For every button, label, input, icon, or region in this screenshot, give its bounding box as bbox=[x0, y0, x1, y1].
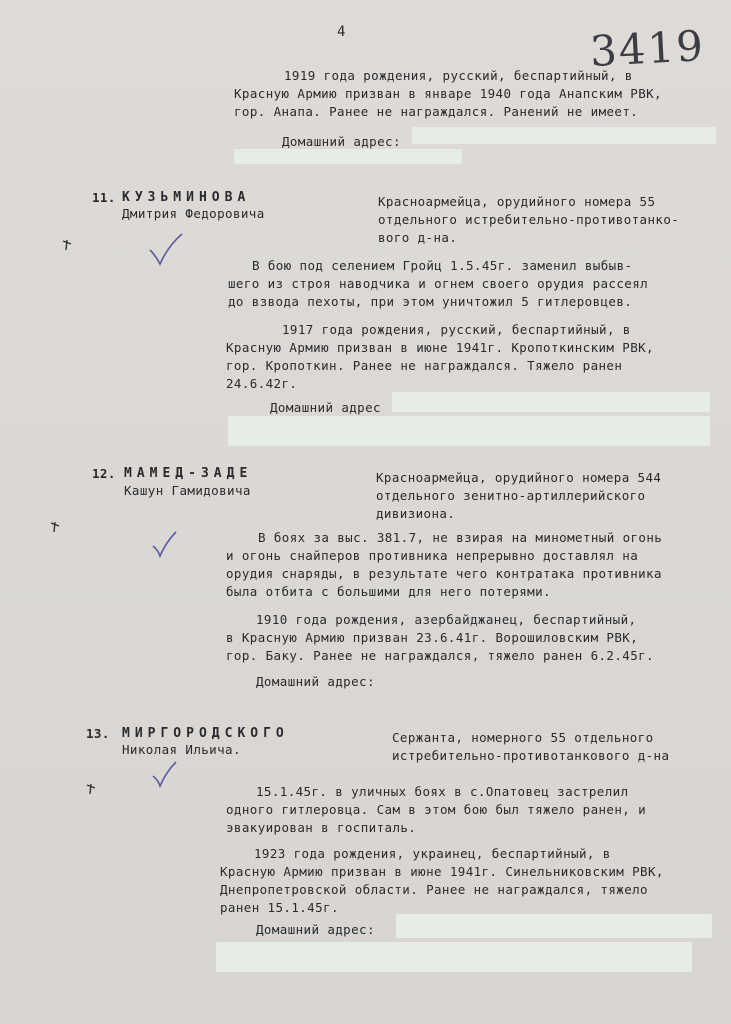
entry-feat-line-1: В боях за выс. 381.7, не взирая на минометный огонь bbox=[258, 530, 663, 545]
entry-surname: МИРГОРОДСКОГО bbox=[122, 726, 289, 741]
entry-address-label: Домашний адрес: bbox=[256, 674, 375, 689]
entry-bio-line-4: 24.6.42г. bbox=[226, 376, 298, 391]
entry-rank-line-2: истребительно-противотанкового д-на bbox=[392, 748, 670, 763]
archive-number: 3419 bbox=[588, 21, 707, 76]
entry-rank-line-3: вого д-на. bbox=[378, 230, 458, 245]
entry-feat-line-3: эвакуирован в госпиталь. bbox=[226, 820, 417, 835]
entry-bio-line-1: 1917 года рождения, русский, беспартийный, в bbox=[282, 322, 631, 337]
entry-surname: МАМЕД-ЗАДЕ bbox=[124, 466, 253, 481]
entry-surname: КУЗЬМИНОВА bbox=[122, 190, 251, 205]
entry-rank-line-1: Красноармейца, орудийного номера 544 bbox=[376, 470, 662, 485]
intro-line-1: 1919 года рождения, русский, беспартийный, в bbox=[284, 68, 633, 83]
entry-given-name: Дмитрия Федоровича bbox=[122, 206, 265, 221]
entry-bio-line-1: 1910 года рождения, азербайджанец, беспартийный, bbox=[256, 612, 637, 627]
entry-bio-line-3: Днепропетровской области. Ранее не награждался, тяжело bbox=[220, 882, 648, 897]
entry-number: 13. bbox=[86, 726, 110, 741]
check-mark-icon bbox=[146, 232, 186, 268]
margin-mark-icon bbox=[84, 782, 98, 796]
margin-mark-icon bbox=[48, 520, 62, 534]
entry-rank-line-1: Сержанта, номерного 55 отдельного bbox=[392, 730, 654, 745]
entry-rank-line-2: отдельного зенитно-артиллерийского bbox=[376, 488, 646, 503]
entry-rank-line-1: Красноармейца, орудийного номера 55 bbox=[378, 194, 656, 209]
entry-feat-line-3: орудия снаряды, в результате чего контратака противника bbox=[226, 566, 662, 581]
redaction bbox=[228, 416, 710, 446]
entry-given-name: Кашун Гамидовича bbox=[124, 483, 251, 498]
entry-given-name: Николая Ильича. bbox=[122, 742, 241, 757]
entry-feat-line-1: В бою под селением Гройц 1.5.45г. заменил выбыв- bbox=[252, 258, 633, 273]
entry-bio-line-3: гор. Баку. Ранее не награждался, тяжело ранен 6.2.45г. bbox=[226, 648, 654, 663]
entry-address-label: Домашний адрес bbox=[270, 400, 381, 415]
entry-number: 12. bbox=[92, 466, 116, 481]
redaction bbox=[216, 942, 692, 972]
redaction bbox=[412, 127, 716, 144]
entry-address-label: Домашний адрес: bbox=[256, 922, 375, 937]
entry-bio-line-2: в Красную Армию призван 23.6.41г. Ворошиловским РВК, bbox=[226, 630, 639, 645]
redaction bbox=[396, 914, 712, 938]
entry-bio-line-4: ранен 15.1.45г. bbox=[220, 900, 339, 915]
entry-feat-line-4: была отбита с большими для него потерями. bbox=[226, 584, 551, 599]
check-mark-icon bbox=[150, 530, 180, 560]
entry-bio-line-1: 1923 года рождения, украинец, беспартийный, в bbox=[254, 846, 611, 861]
margin-mark-icon bbox=[60, 238, 74, 252]
entry-bio-line-2: Красную Армию призван в июне 1941г. Кропоткинским РВК, bbox=[226, 340, 654, 355]
entry-feat-line-2: и огонь снайперов противника непрерывно доставлял на bbox=[226, 548, 639, 563]
check-mark-icon bbox=[150, 760, 180, 790]
entry-feat-line-2: одного гитлеровца. Сам в этом бою был тяжело ранен, и bbox=[226, 802, 647, 817]
entry-bio-line-2: Красную Армию призван в июне 1941г. Синельниковским РВК, bbox=[220, 864, 664, 879]
entry-rank-line-2: отдельного истребительно-противотанко- bbox=[378, 212, 680, 227]
redaction bbox=[234, 149, 462, 164]
entry-feat-line-1: 15.1.45г. в уличных боях в с.Опатовец застрелил bbox=[256, 784, 629, 799]
entry-rank-line-3: дивизиона. bbox=[376, 506, 456, 521]
entry-feat-line-3: до взвода пехоты, при этом уничтожил 5 гитлеровцев. bbox=[228, 294, 633, 309]
redaction bbox=[392, 392, 710, 412]
intro-line-2: Красную Армию призван в январе 1940 года Анапским РВК, bbox=[234, 86, 662, 101]
entry-number: 11. bbox=[92, 190, 116, 205]
entry-feat-line-2: шего из строя наводчика и огнем своего орудия рассеял bbox=[228, 276, 649, 291]
intro-address-label: Домашний адрес: bbox=[282, 134, 401, 149]
page-number: 4 bbox=[337, 24, 346, 40]
intro-line-3: гор. Анапа. Ранее не награждался. Ранений не имеет. bbox=[234, 104, 639, 119]
entry-bio-line-3: гор. Кропоткин. Ранее не награждался. Тяжело ранен bbox=[226, 358, 623, 373]
